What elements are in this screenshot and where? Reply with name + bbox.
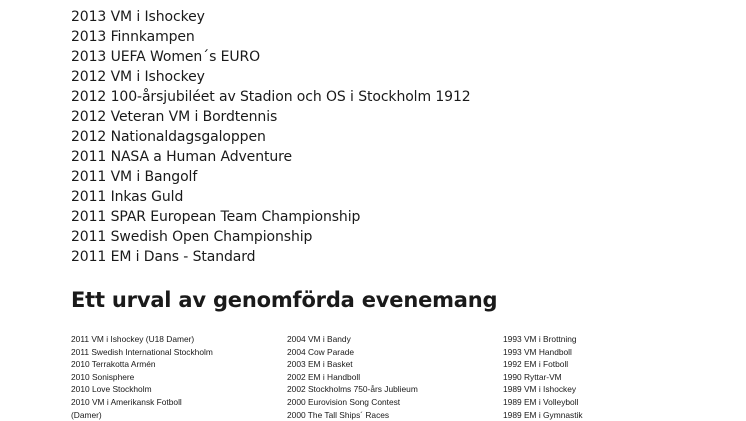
past-event-item: 2011 Swedish International Stockholm [71, 346, 213, 357]
past-event-item: 2010 Terrakotta Armén [71, 359, 156, 370]
event-item: 2011 VM i Bangolf [71, 169, 198, 185]
past-event-item: 2011 VM i Ishockey (U18 Damer) [71, 334, 195, 344]
upcoming-events-list [71, 7, 471, 267]
event-item: 2013 VM i Ishockey [71, 9, 205, 25]
past-event-item: 2002 EM i Handboll [287, 371, 361, 382]
past-event-item: 2010 Sonisphere [71, 371, 135, 382]
section-heading: Ett urval av genomförda evenemang [71, 288, 498, 312]
past-events-column-2 [287, 333, 418, 421]
past-event-item: 1989 EM i Gymnastik [503, 409, 583, 420]
past-event-item: 2000 Eurovision Song Contest [287, 396, 401, 407]
event-item: 2012 Nationaldagsgaloppen [71, 129, 266, 145]
past-event-item: 2010 VM i Amerikansk Fotboll [71, 396, 182, 407]
event-item: 2011 Swedish Open Championship [71, 229, 313, 245]
past-event-item: 2004 VM i Bandy [287, 334, 351, 344]
event-item: 2011 Inkas Guld [71, 189, 184, 205]
past-event-item: 1989 EM i Volleyboll [503, 396, 579, 407]
event-item: 2012 Veteran VM i Bordtennis [71, 109, 278, 125]
past-events-column-3 [503, 333, 583, 421]
event-item: 2012 100-årsjubiléet av Stadion och OS i Stockholm 1912 [71, 89, 471, 105]
past-event-item: 1989 VM i Ishockey [503, 384, 577, 395]
past-event-item: 1993 VM i Brottning [503, 334, 577, 344]
event-item: 2011 SPAR European Team Championship [71, 209, 361, 225]
event-item: 2011 EM i Dans - Standard [71, 249, 256, 265]
past-event-item: 2003 EM i Basket [287, 359, 353, 370]
past-event-item: 2000 The Tall Ships´ Races [287, 409, 390, 420]
past-event-item: (Damer) [71, 409, 102, 420]
past-event-item: 2010 Love Stockholm [71, 384, 152, 395]
event-item: 2012 VM i Ishockey [71, 69, 205, 85]
past-event-item: 2002 Stockholms 750-års Jublieum [287, 384, 418, 395]
event-item: 2011 NASA a Human Adventure [71, 149, 292, 165]
past-event-item: 1990 Ryttar-VM [503, 371, 562, 382]
event-item: 2013 Finnkampen [71, 29, 195, 45]
past-events-column-1 [71, 333, 213, 421]
past-event-item: 1993 VM Handboll [503, 346, 572, 357]
past-event-item: 2004 Cow Parade [287, 346, 355, 357]
past-event-item: 1992 EM i Fotboll [503, 359, 569, 370]
event-item: 2013 UEFA Women´s EURO [71, 49, 261, 65]
